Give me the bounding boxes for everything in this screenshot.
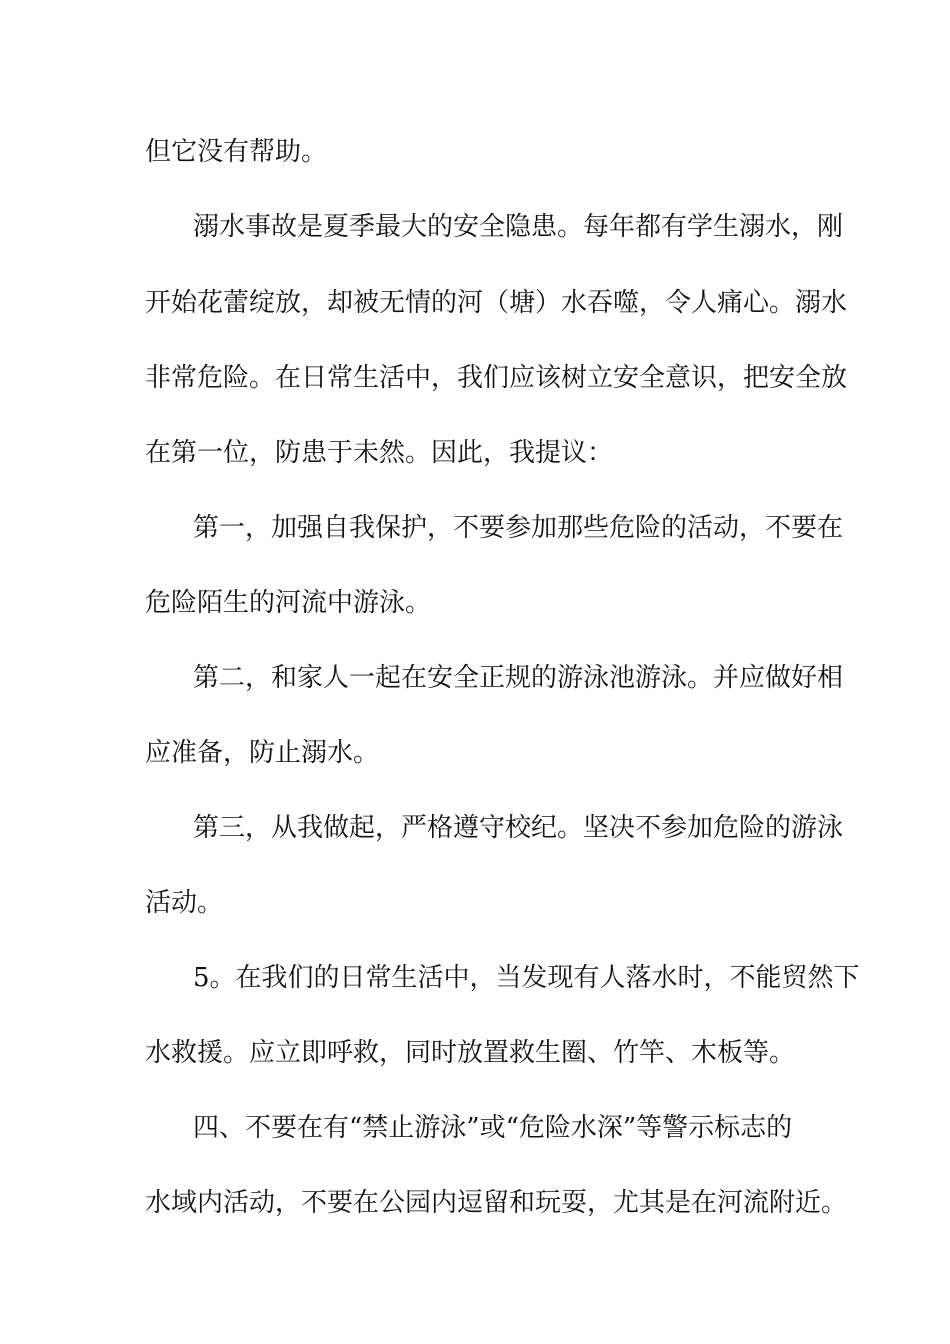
text-line: 活动。 (145, 888, 224, 918)
text-line: 在第一位，防患于未然。因此，我提议： (145, 438, 614, 468)
paragraph-first-line: 四、不要在有“禁止游泳”或“危险水深”等警示标志的 (193, 1113, 793, 1143)
paragraph-first-line: 第一，加强自我保护，不要参加那些危险的活动，不要在 (193, 513, 844, 543)
text-line: 但它没有帮助。 (145, 137, 328, 167)
text-line: 开始花蕾绽放，却被无情的河（塘）水吞噬，令人痛心。溺水 (145, 288, 848, 318)
text-line: 水救援。应立即呼救，同时放置救生圈、竹竿、木板等。 (145, 1038, 796, 1068)
text-line: 危险陌生的河流中游泳。 (145, 588, 432, 618)
text-line: 水域内活动，不要在公园内逗留和玩耍，尤其是在河流附近。 (145, 1188, 848, 1218)
paragraph-first-line: 第三，从我做起，严格遵守校纪。坚决不参加危险的游泳 (193, 813, 844, 843)
text-line: 非常危险。在日常生活中，我们应该树立安全意识，把安全放 (145, 363, 848, 393)
paragraph-first-line: 5。在我们的日常生活中，当发现有人落水时，不能贸然下 (193, 963, 860, 993)
text-line: 应准备，防止溺水。 (145, 738, 380, 768)
paragraph-first-line: 第二，和家人一起在安全正规的游泳池游泳。并应做好相 (193, 663, 844, 693)
paragraph-first-line: 溺水事故是夏季最大的安全隐患。每年都有学生溺水，刚 (193, 212, 844, 242)
